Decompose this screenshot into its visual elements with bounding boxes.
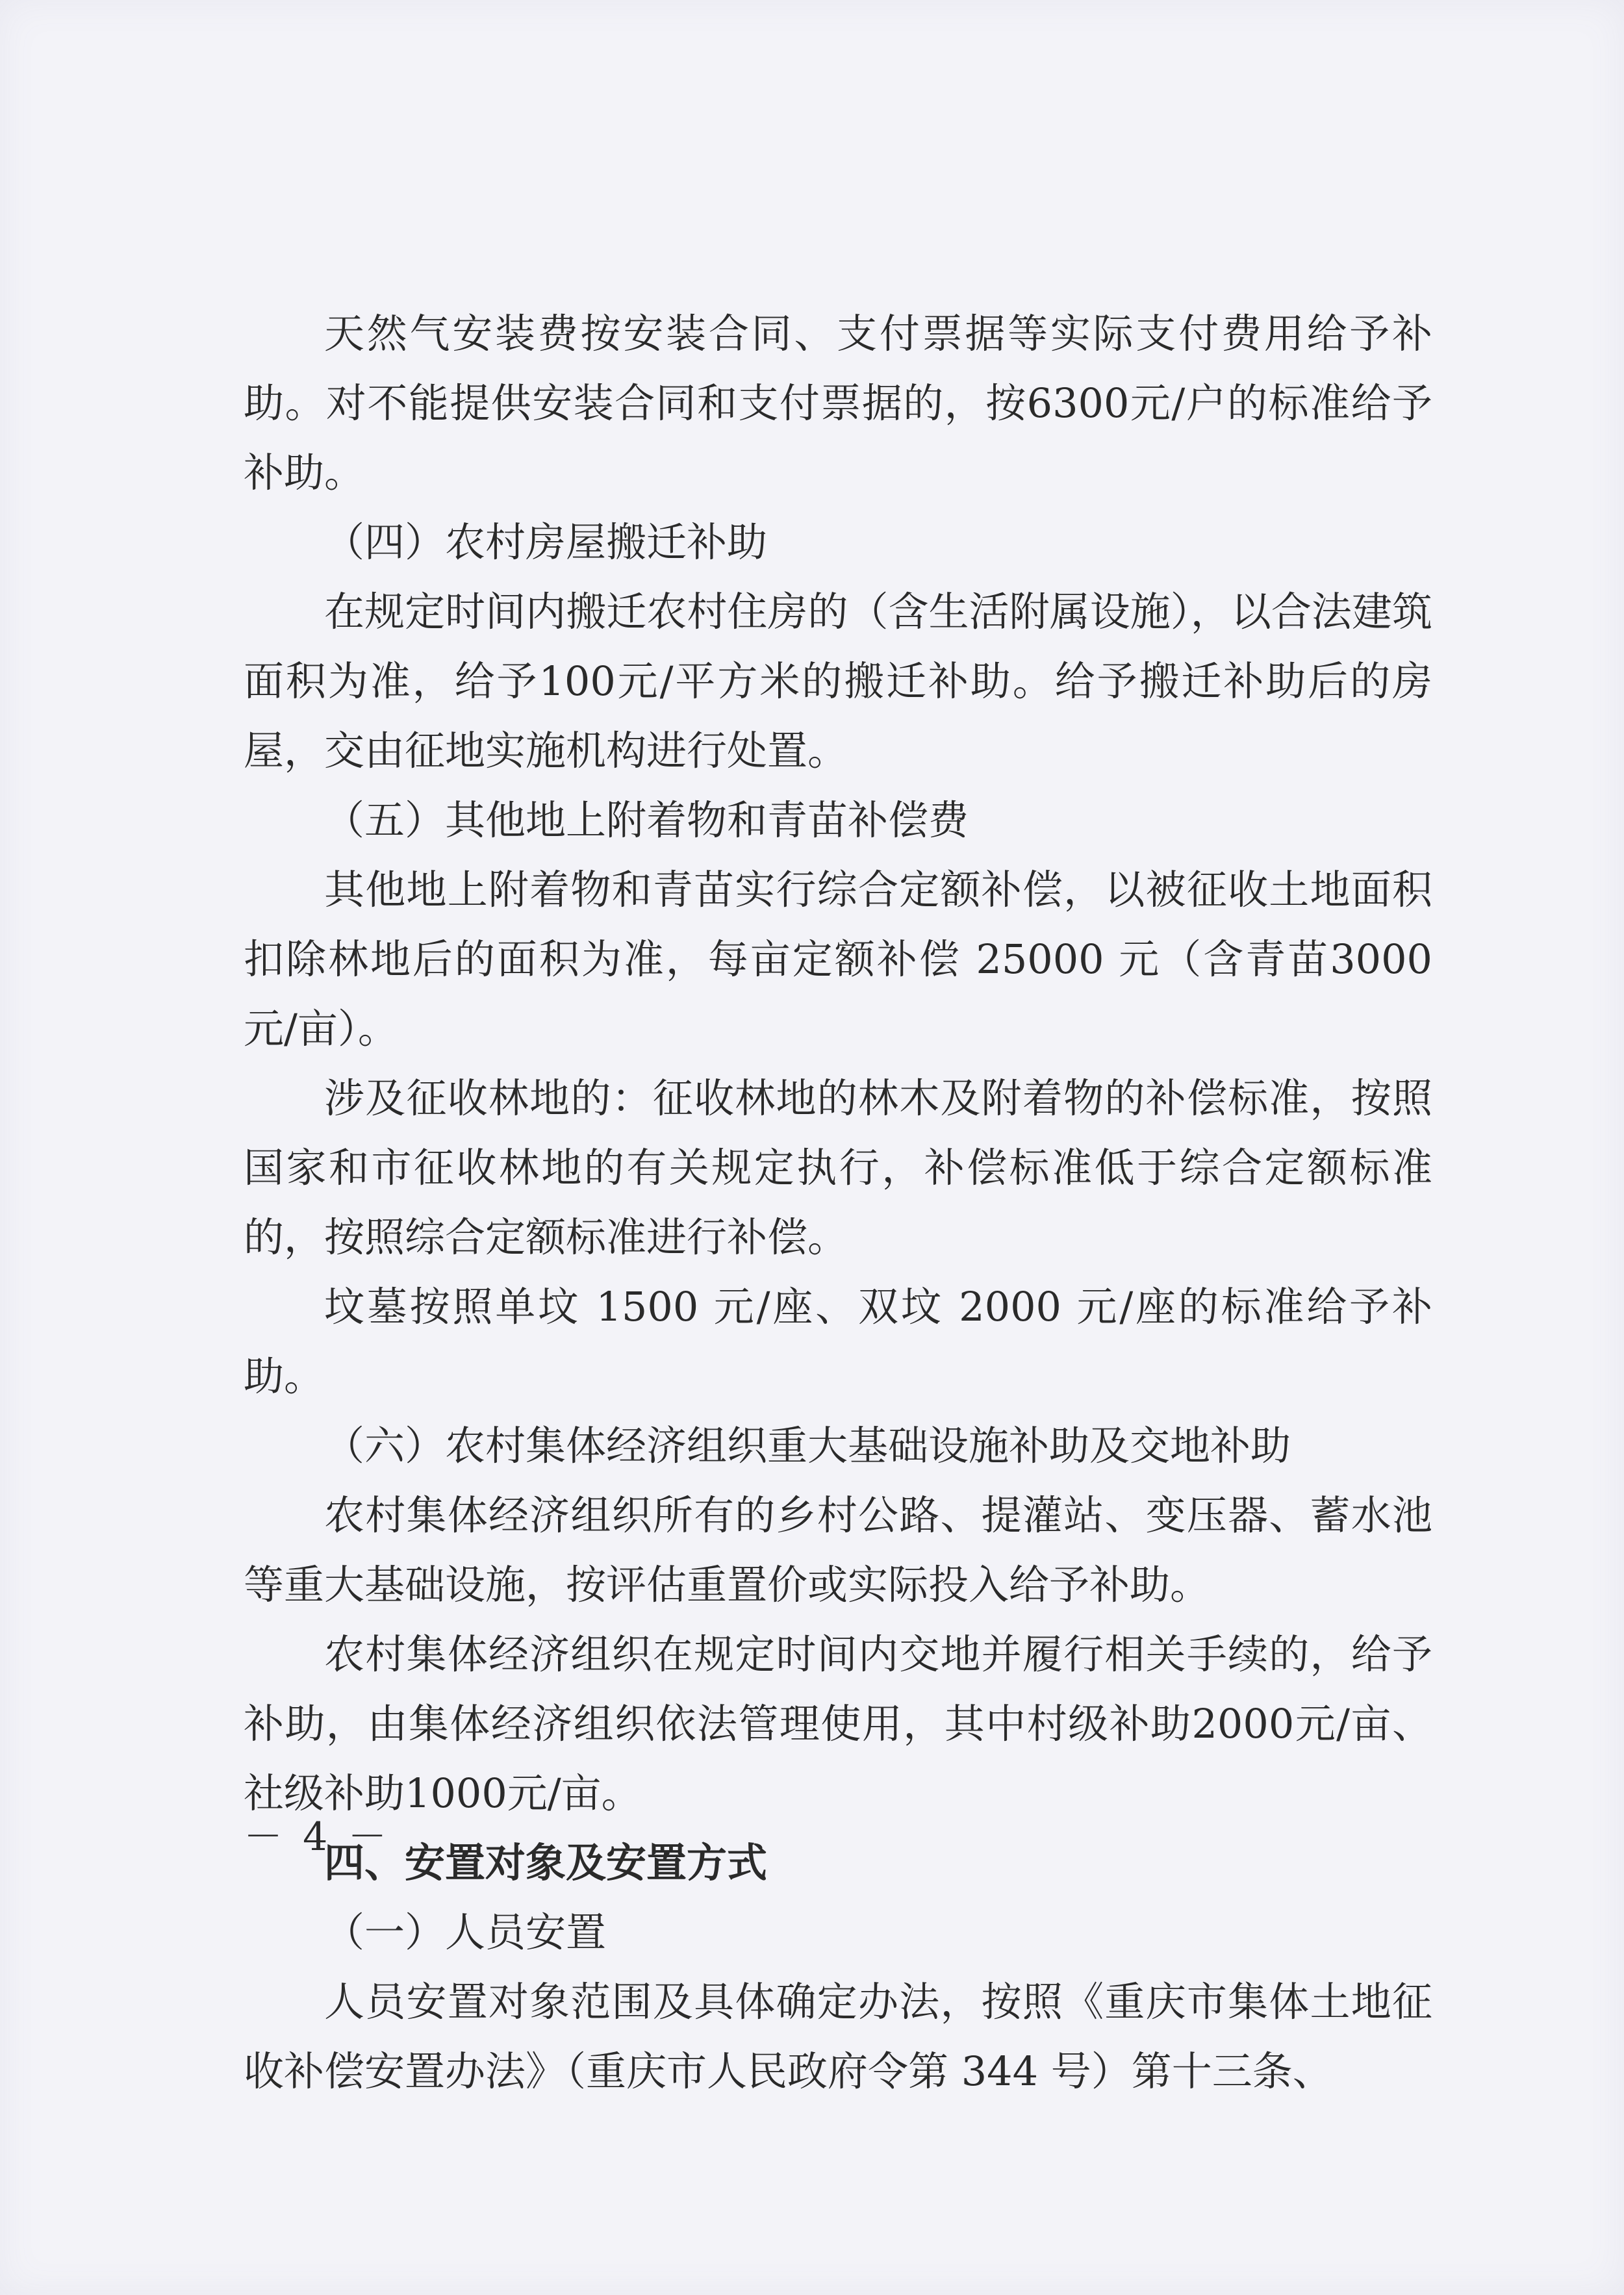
document-body	[244, 299, 1432, 2106]
paragraph-land-handover: 农村集体经济组织在规定时间内交地并履行相关手续的，给予补助，由集体经济组织依法管理使用，其中村级补助2000元/亩、社级补助1000元/亩。	[244, 1630, 1432, 1817]
section-heading-resettlement: 四、安置对象及安置方式	[324, 1839, 768, 1886]
subheading-house-relocation: （四）农村房屋搬迁补助	[324, 518, 768, 566]
subheading-personnel-resettlement: （一）人员安置	[324, 1908, 607, 1956]
paragraph-forest-land: 涉及征收林地的：征收林地的林木及附着物的补偿标准，按照国家和市征收林地的有关规定执行，补偿标准低于综合定额标准的，按照综合定额标准进行补偿。	[244, 1074, 1432, 1261]
subheading-infrastructure: （六）农村集体经济组织重大基础设施补助及交地补助	[324, 1422, 1291, 1469]
subheading-attachments-crops: （五）其他地上附着物和青苗补偿费	[324, 796, 969, 844]
paragraph-attachments-crops: 其他地上附着物和青苗实行综合定额补偿，以被征收土地面积扣除林地后的面积为准，每亩定额补偿 25000 元（含青苗3000 元/亩）。	[244, 866, 1432, 1052]
paragraph-house-relocation: 在规定时间内搬迁农村住房的（含生活附属设施），以合法建筑面积为准，给予100元/平方米的搬迁补助。给予搬迁补助后的房屋，交由征地实施机构进行处置。	[244, 588, 1432, 774]
paragraph-personnel-resettlement: 人员安置对象范围及具体确定办法，按照《重庆市集体土地征收补偿安置办法》（重庆市人民政府令第 344 号）第十三条、	[244, 1978, 1432, 2095]
page-number: － 4 －	[244, 1814, 391, 1860]
paragraph-gas-installation: 天然气安装费按安装合同、支付票据等实际支付费用给予补助。对不能提供安装合同和支付票据的，按6300元/户的标准给予补助。	[244, 310, 1432, 496]
paragraph-graves: 坟墓按照单坟 1500 元/座、双坟 2000 元/座的标准给予补助。	[244, 1283, 1432, 1400]
paragraph-infrastructure: 农村集体经济组织所有的乡村公路、提灌站、变压器、蓄水池等重大基础设施，按评估重置价或实际投入给予补助。	[244, 1491, 1432, 1608]
